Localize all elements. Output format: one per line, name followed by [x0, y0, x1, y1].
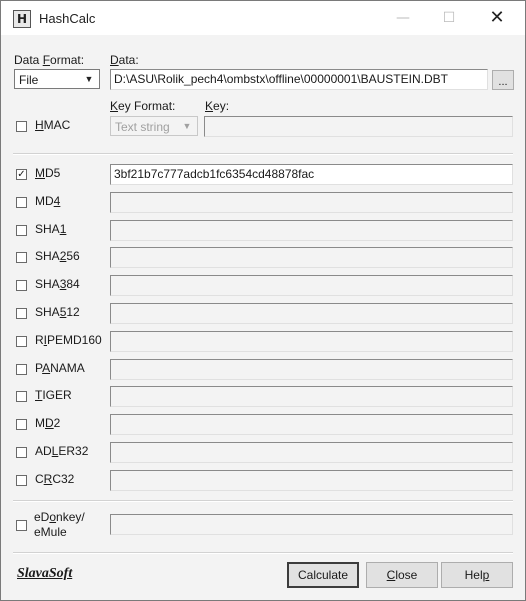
data-format-label: Data Format: — [14, 53, 85, 67]
hash-checkbox[interactable] — [16, 419, 27, 430]
hash-output[interactable] — [110, 275, 513, 296]
hash-output[interactable] — [110, 331, 513, 352]
close-button[interactable]: Close — [366, 562, 438, 588]
hash-checkbox[interactable] — [16, 475, 27, 486]
hash-output[interactable] — [110, 414, 513, 435]
key-format-select[interactable] — [110, 116, 198, 136]
hash-output[interactable]: 3bf21b7c777adcb1fc6354cd48878fac — [110, 164, 513, 185]
hash-label: MD2 — [35, 416, 61, 430]
data-label: Data: — [110, 53, 139, 67]
hash-label: PANAMA — [35, 361, 85, 375]
edonkey-label-line2: eMule — [34, 525, 67, 539]
hash-label: SHA1 — [35, 222, 67, 236]
key-label: Key: — [205, 99, 230, 113]
hash-output[interactable] — [110, 247, 513, 268]
calculate-button[interactable]: Calculate — [287, 562, 359, 588]
help-button[interactable]: Help — [441, 562, 513, 588]
hash-output[interactable] — [110, 470, 513, 491]
key-format-value: Text string — [115, 120, 170, 134]
hash-output[interactable] — [110, 442, 513, 463]
data-input[interactable]: D:\ASU\Rolik_pech4\ombstx\offline\00000001\BAUSTEIN.DBT — [110, 69, 488, 90]
hash-output[interactable] — [110, 386, 513, 407]
key-format-label: Key Format: — [110, 99, 176, 113]
hash-checkbox[interactable] — [16, 197, 27, 208]
hash-label: MD5 — [35, 166, 61, 180]
hash-output[interactable] — [110, 192, 513, 213]
edonkey-output[interactable] — [110, 514, 513, 535]
separator — [13, 552, 513, 554]
hash-label: SHA256 — [35, 249, 80, 263]
slavasoft-logo[interactable]: SlavaSoft — [17, 566, 73, 581]
hmac-label: HMAC — [35, 118, 71, 132]
hash-checkbox[interactable] — [16, 308, 27, 319]
hash-label: MD4 — [35, 194, 61, 208]
hash-checkbox[interactable] — [16, 391, 27, 402]
hash-label: ADLER32 — [35, 444, 89, 458]
edonkey-checkbox[interactable] — [16, 520, 27, 531]
hash-output[interactable] — [110, 359, 513, 380]
minimize-button[interactable]: — — [396, 10, 410, 26]
hash-checkbox[interactable]: ✓ — [17, 169, 26, 180]
window-title: HashCalc — [39, 11, 96, 26]
hash-checkbox[interactable] — [16, 252, 27, 263]
hash-checkbox[interactable] — [16, 447, 27, 458]
data-format-value: File — [19, 73, 39, 87]
maximize-button[interactable]: ☐ — [442, 10, 456, 26]
close-window-button[interactable]: ✕ — [489, 7, 505, 28]
hash-checkbox[interactable] — [16, 225, 27, 236]
hmac-checkbox[interactable] — [16, 121, 27, 132]
title-bar — [1, 1, 525, 35]
hash-checkbox[interactable] — [16, 280, 27, 291]
hash-label: RIPEMD160 — [35, 333, 102, 347]
hash-label: CRC32 — [35, 472, 75, 486]
separator — [13, 500, 513, 502]
separator — [13, 153, 513, 155]
edonkey-label-line1: eDonkey/ — [34, 510, 85, 524]
hash-output[interactable] — [110, 220, 513, 241]
data-format-select[interactable] — [14, 69, 100, 89]
hash-label: TIGER — [35, 388, 72, 402]
chevron-down-icon: ▼ — [182, 121, 192, 131]
chevron-down-icon: ▼ — [84, 74, 94, 84]
hash-label: SHA512 — [35, 305, 80, 319]
browse-button[interactable]: ... — [492, 70, 514, 90]
app-icon: H — [13, 10, 31, 28]
hash-checkbox[interactable] — [16, 336, 27, 347]
key-input[interactable] — [204, 116, 513, 137]
hash-output[interactable] — [110, 303, 513, 324]
hash-label: SHA384 — [35, 277, 80, 291]
hash-checkbox[interactable] — [16, 364, 27, 375]
